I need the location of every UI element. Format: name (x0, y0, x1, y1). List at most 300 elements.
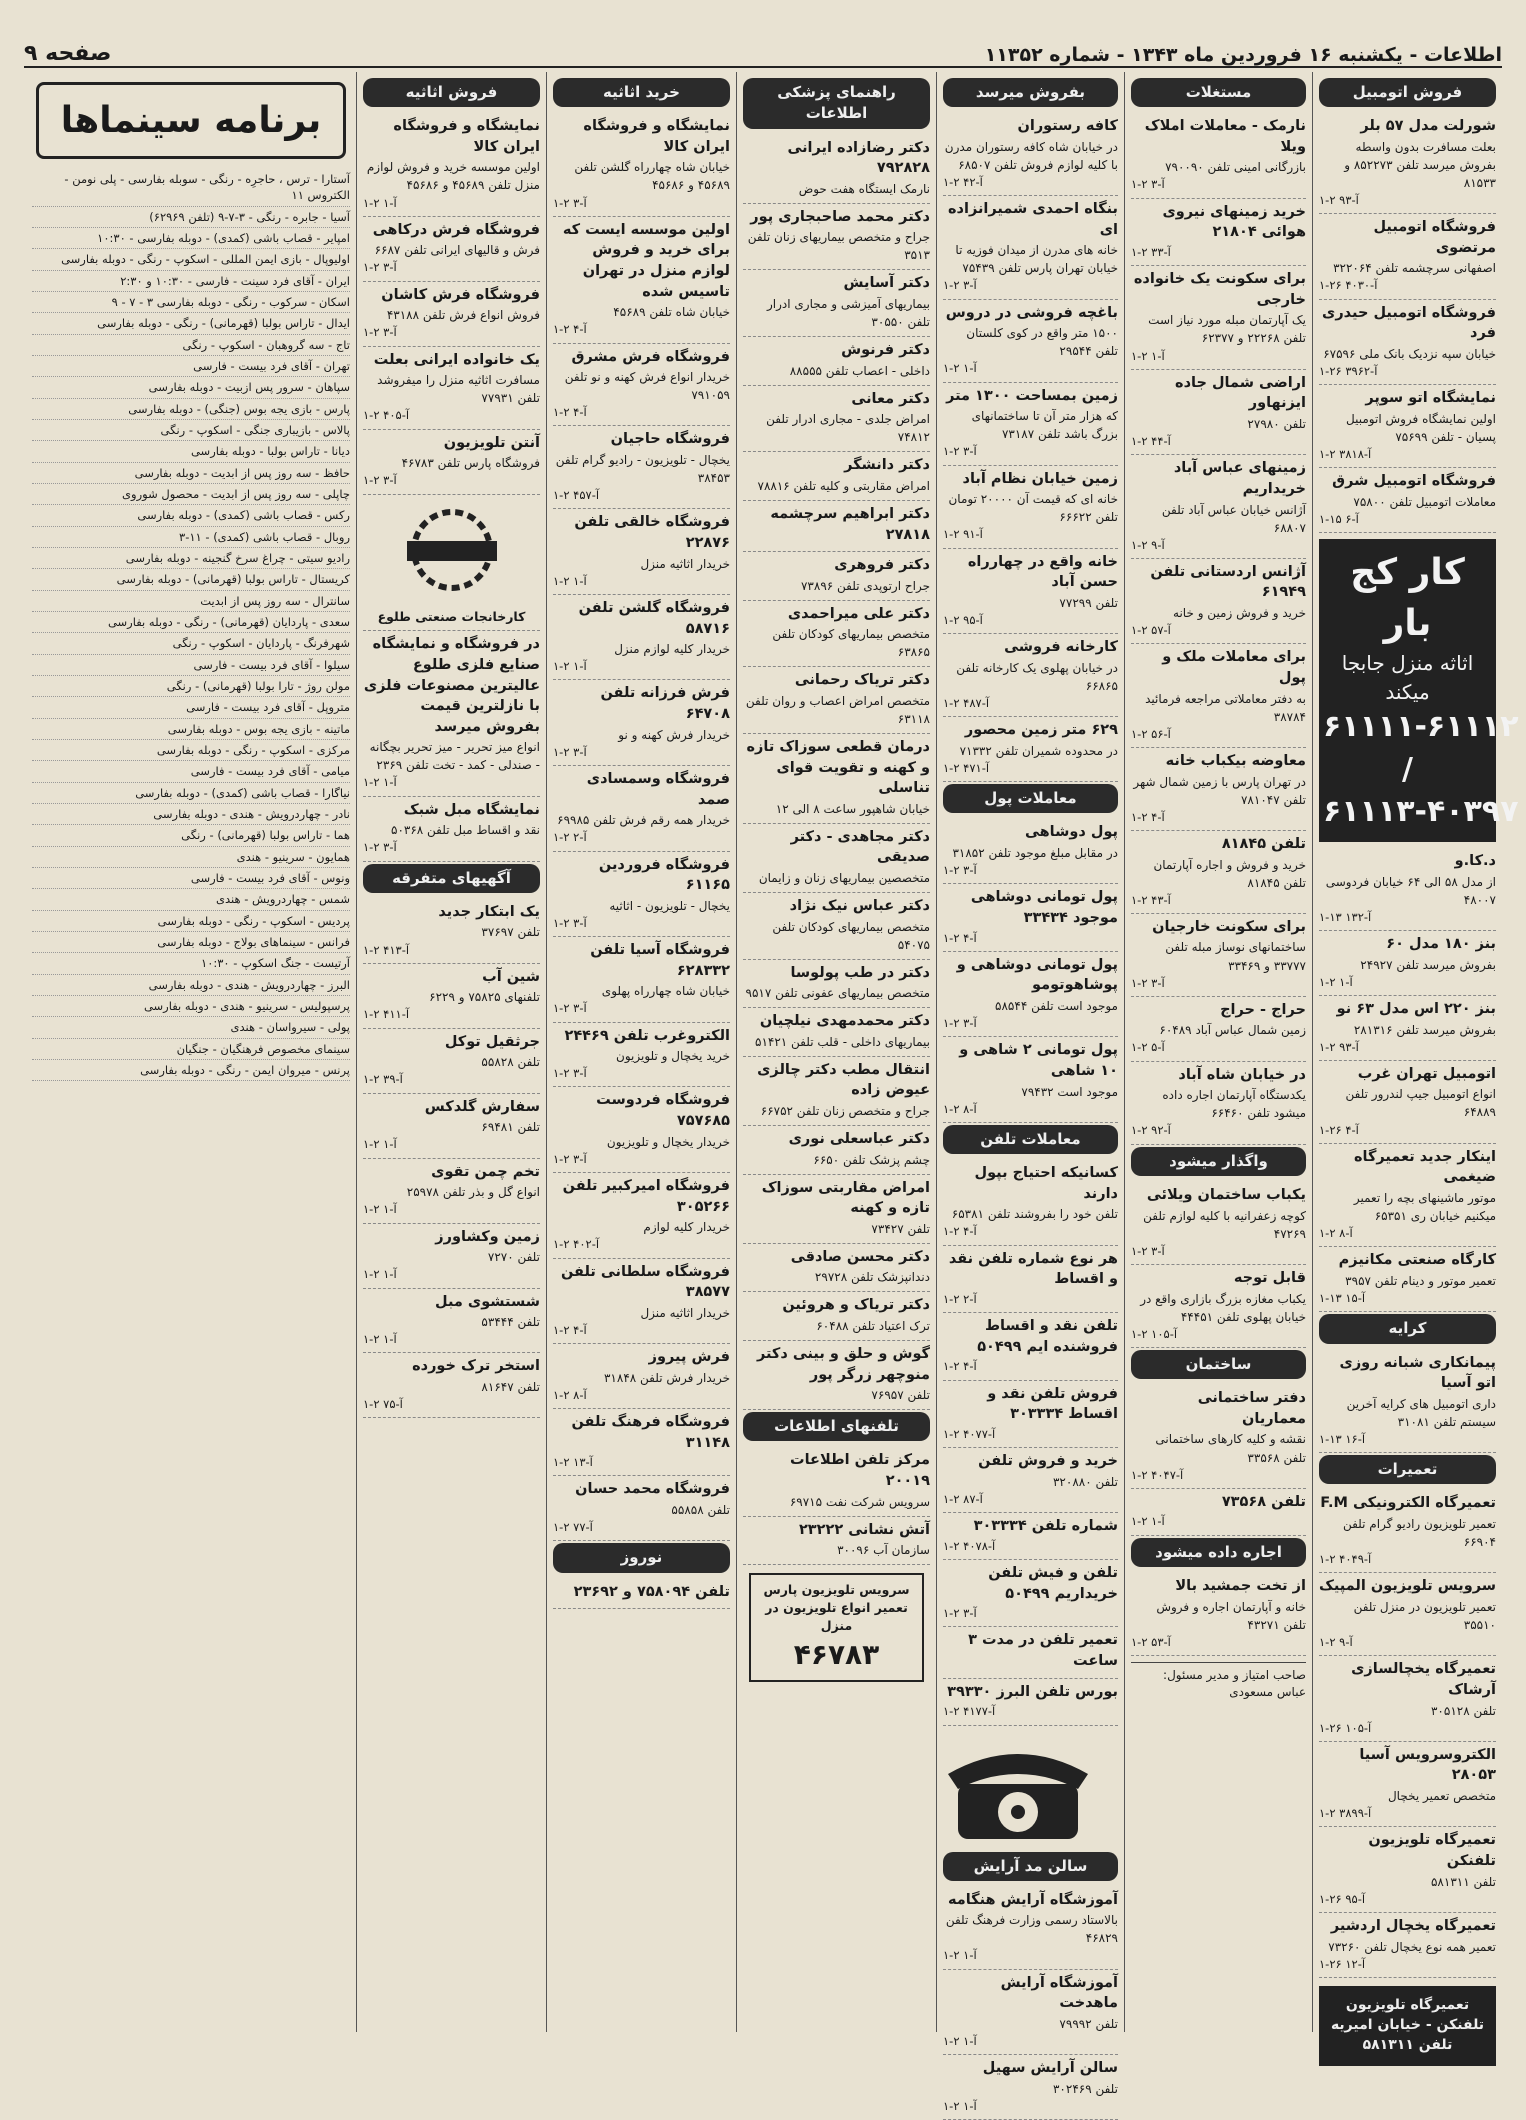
ad-title: الکتروغرب تلفن ۲۴۴۶۹ (564, 1027, 730, 1044)
cinema-listing: ایران - آقای فرد سینت - فارسی - ۱۰:۳۰ و ۲:۳۰ (32, 271, 350, 292)
ad-body: تلفن ۵۵۸۵۸ (671, 1503, 730, 1518)
ad-title: خانه واقع در چهارراه حسن آباد (967, 553, 1118, 591)
classified-ad (553, 766, 730, 852)
classified-ad (363, 964, 540, 1029)
ad-code: ۱-۲ آ-۴ (553, 1322, 587, 1337)
cinema-listing: فرانس - سینماهای بولاج - دوبله بفارسی (32, 932, 350, 953)
cinema-listing: پرنس - میروان ایمن - رنگی - دوبله بفارسی (32, 1060, 350, 1081)
ad-title: فروشگاه فرش مشرق (571, 348, 730, 365)
ad-title: فروشگاه فرش کاشان (381, 286, 540, 303)
ad-code: ۱-۲ آ-۳ (553, 915, 587, 930)
ad-code: ۱-۲ آ-۸ (943, 1101, 977, 1116)
pars-tv-title: سرویس تلویزیون پارس (763, 1582, 910, 1598)
cinema-listing: البرز - چهاردرویش - هندی - دوبله بفارسی (32, 975, 350, 996)
ad-title: فروش تلفن نقد و اقساط ۳۰۳۳۳۴ (987, 1385, 1118, 1423)
classified-ad (1319, 468, 1496, 533)
classified-ad (363, 347, 540, 430)
ad-title: مرکز تلفن اطلاعات ۲۰۰۱۹ (790, 1452, 930, 1490)
ad-body: خرید و فروش زمین و خانه (1173, 606, 1306, 621)
ad-title: سفارش گلدکس (424, 1098, 540, 1115)
classified-ad (1131, 455, 1306, 559)
ad-code: ۱-۲ آ-۳ (553, 1066, 587, 1081)
cinema-listing: مرکزی - اسکوپ - رنگی - دوبله بفارسی (32, 740, 350, 761)
section-header: راهنمای پزشکی اطلاعات (743, 78, 930, 129)
column-real-estate (1124, 72, 1312, 2032)
ad-code: ۱-۲۶ ۳۹۶۲-آ (1319, 364, 1378, 378)
ad-title: آژانس اردستانی تلفن ۶۱۹۴۹ (1150, 563, 1306, 601)
ad-title: نمایشگاه و فروشگاه ایران کالا (583, 118, 730, 155)
classified-ad (943, 1627, 1118, 1678)
ad-code: ۱-۲ آ-۳ (1131, 177, 1165, 192)
ad-code: ۱-۲ آ-۳ (553, 1151, 587, 1166)
ad-title: دکتر علی میراحمدی (787, 605, 930, 622)
classified-ad (1131, 1573, 1306, 1656)
ad-title: هر نوع شماره تلفن نقد و اقساط (948, 1250, 1118, 1288)
ad-title: کارخانه فروشی (1004, 639, 1118, 656)
ad-title: تلفن ۷۵۸۰۹۴ و ۲۳۶۹۲ (573, 1583, 730, 1600)
ad-code: ۱-۲ آ-۴ (943, 1224, 977, 1239)
classified-ad (943, 113, 1118, 196)
ad-title: فروشگاه اتومبیل حیدری فرد (1322, 304, 1496, 342)
ad-title: د.کا.و (1454, 853, 1496, 870)
issue-info: اطلاعات - یکشنبه ۱۶ فروردین ماه ۱۳۴۳ - شماره ۱۱۳۵۲ (984, 44, 1502, 66)
ad-body: داری اتومبیل های کرایه آخرین سیستم تلفن ۳۱۰۸۱ (1346, 1396, 1496, 1429)
ad-body: در محدوده شمیران تلفن ۷۱۳۳۲ (959, 743, 1118, 758)
ad-title: از تخت جمشید بالا (1175, 1578, 1306, 1595)
ad-body: تعمیر تلویزیون رادیو گرام تلفن ۶۶۹۰۴ (1342, 1517, 1496, 1550)
classified-ad (553, 1173, 730, 1259)
classified-ad (1131, 1265, 1306, 1348)
classified-ad (363, 1224, 540, 1289)
ad-title: دکتر دانشگر (844, 457, 930, 474)
ad-code: ۱-۲ آ-۸ (1319, 1226, 1353, 1241)
ad-body: تلفنهای ۷۵۸۲۵ و ۶۲۲۹ (429, 990, 540, 1005)
ad-body: خریدار فرش کهنه و نو (618, 727, 730, 742)
classified-ad (943, 952, 1118, 1038)
ad-title: فروشگاه محمد حسان (575, 1481, 730, 1498)
ad-body: تلفن ۲۷۹۸۰ (1247, 417, 1306, 431)
classified-ad (743, 270, 930, 337)
classified-ad (553, 1409, 730, 1476)
ad-code: ۱-۲ آ-۵ (1131, 1040, 1165, 1055)
ad-title: درمان قطعی سوزاک تازه و کهنه و تقویت قوای تناسلی (746, 738, 930, 797)
cinema-listing: آسیا - جابره - رنگی - ۳-۷-۹ (تلفن ۶۲۹۶۹) (32, 207, 350, 228)
ad-title: پول تومانی دوشاهی موجود ۳۳۴۳۴ (970, 889, 1118, 926)
ad-code: ۱-۲ آ-۳ (363, 840, 397, 855)
ad-body: سرویس شرکت نفت ۶۹۷۱۵ (789, 1494, 930, 1509)
ad-body: خریدار کلیه لوازم منزل (614, 642, 730, 657)
cinema-listing: پالاس - بازیباری جنگی - اسکوپ - رنگی (32, 420, 350, 441)
ad-code: ۱-۲ آ-۲ (943, 1291, 977, 1306)
ad-code: ۱-۲ آ-۴۸۷ (943, 695, 990, 710)
ad-title: ۶۲۹ متر زمین محصور (964, 722, 1118, 739)
classified-ad (553, 595, 730, 681)
classified-ad (553, 113, 730, 217)
ad-code: ۱-۲ آ-۴۴ (1131, 434, 1171, 449)
ad-body: فروش انواع فرش تلفن ۴۳۱۸۸ (386, 308, 540, 323)
section-header: معاملات پول (943, 784, 1118, 813)
classified-ad (943, 884, 1118, 951)
ad-title: یک ابتکار جدید (438, 903, 540, 920)
cinema-listing: اسکان - سرکوب - رنگی - دوبله بفارسی ۳ - ۷ - ۹ (32, 292, 350, 313)
ad-title: گوش و حلق و بینی دکتر منوچهر زرگر پور (756, 1345, 930, 1383)
classified-ad (943, 1560, 1118, 1627)
classified-ad (1319, 113, 1496, 214)
ad-body: نارمک ایستگاه هفت حوض (798, 181, 930, 196)
ad-code: ۱-۲ آ-۳ (943, 1606, 977, 1621)
ad-body: تلفن ۷۶۹۵۷ (871, 1388, 930, 1403)
ad-title: دکتر فرنوش (841, 342, 930, 359)
ad-code: ۱-۲ آ-۱ (363, 775, 397, 790)
ad-title: باغچه فروشی در دروس (945, 304, 1118, 321)
classified-ad (1131, 831, 1306, 914)
ad-title: انتقال مطب دکتر چالزی عیوض زاده (757, 1061, 930, 1099)
ad-code: ۱-۲ آ-۹۳ (1319, 1039, 1359, 1054)
pars-tv-ad (749, 1573, 924, 1682)
ad-title: دکتر محسن صادقی (790, 1248, 930, 1265)
ad-title: زمین بمساحت ۱۳۰۰ متر (946, 387, 1118, 404)
ad-body: خیابان سپه نزدیک بانک ملی ۶۷۵۹۶ (1323, 346, 1496, 361)
ad-body: خیابان شاهپور ساعت ۸ الی ۱۲ (775, 801, 930, 816)
classified-ad (553, 1476, 730, 1541)
telefunken-ad: تعمیرگاه تلویزیون تلفنکن - خیابان امیریه تلفن ۵۸۱۳۱۱ (1319, 1986, 1496, 2066)
ad-code: ۱-۲ آ-۳ (363, 325, 397, 340)
cinema-listing: سانترال - سه روز پس از ابدیت (32, 591, 350, 612)
ad-code: ۱-۲۶ آ-۴ (1319, 1122, 1359, 1137)
cinema-listing: سیلوا - آقای فرد بیست - فارسی (32, 655, 350, 676)
ad-code: ۱-۲ آ-۵۳ (1131, 1634, 1171, 1649)
ad-code: ۱-۲ آ-۳ (1131, 975, 1165, 990)
ad-code: ۱-۲ آ-۱ (553, 659, 587, 674)
classified-ad (1319, 1144, 1496, 1248)
classified-ad (743, 1447, 930, 1516)
ad-code: ۱-۲ آ-۸۷ (943, 1491, 983, 1506)
ad-title: الکتروسرویس آسیا ۲۸۰۵۳ (1359, 1746, 1496, 1784)
ad-body: خیابان شاه چهارراه پهلوی (601, 984, 730, 999)
ad-title: دکتر رضازاده ایرانی ۷۹۲۸۲۸ (787, 139, 930, 177)
ad-code: ۱-۲ آ-۱ (363, 1202, 397, 1217)
ad-body: موجود است تلفن ۵۸۵۴۴ (995, 999, 1118, 1014)
classified-ad (553, 1087, 730, 1173)
cinema-listing: همایون - سرینیو - هندی (32, 847, 350, 868)
ad-code: ۱-۲ آ-۴۰۵ (363, 408, 410, 423)
cinema-listing: پردیس - اسکوپ - رنگی - دوبله بفارسی (32, 911, 350, 932)
ad-title: شین آب (482, 968, 540, 985)
ad-body: خانه و آپارتمان اجاره و فروش تلفن ۴۳۲۷۱ (1156, 1599, 1306, 1632)
ad-title: امراض مقاربتی سوزاک تازه و کهنه (761, 1179, 930, 1217)
ad-code: ۱-۲ آ-۳۹ (363, 1072, 403, 1087)
classified-ad (1319, 1827, 1496, 1913)
ad-title: فروشگاه اتومبیل شرق (1332, 473, 1496, 490)
ad-code: ۱-۲ آ-۳ (363, 260, 397, 275)
ad-body: بالاستاد رسمی وزارت فرهنگ تلفن ۴۶۸۲۹ (945, 1913, 1118, 1946)
classified-ad (743, 1244, 930, 1293)
classified-ad (943, 819, 1118, 884)
classified-ad (1131, 370, 1306, 456)
cinema-listing: دیانا - تاراس بولبا - دوبله بفارسی (32, 441, 350, 462)
masthead (24, 32, 1502, 68)
ad-title: فروشگاه خالقی تلفن ۲۲۸۷۶ (574, 514, 730, 552)
ad-title: آنتن تلویزیون (443, 434, 540, 451)
classified-ad (743, 824, 930, 893)
ad-title: نمایشگاه مبل شبک (403, 801, 540, 818)
ad-code: ۱-۲ آ-۴ (943, 1359, 977, 1374)
classified-ad (943, 383, 1118, 466)
ad-body: فروشگاه پارس تلفن ۴۶۷۸۳ (401, 456, 540, 471)
ad-code: ۱-۲ آ-۳ (943, 278, 977, 293)
ad-title: حراج - حراج (1220, 1001, 1306, 1018)
ad-body: تلفن ۳۲۰۸۸۰ (1052, 1474, 1118, 1489)
section-header: تعمیرات (1319, 1455, 1496, 1484)
ad-title: جرثقیل توکل (444, 1033, 540, 1050)
ad-title: تعمیرگاه تلویزیون تلفنکن (1368, 1832, 1496, 1869)
classified-ad (553, 509, 730, 595)
ad-code: ۱-۲ آ-۴ (553, 322, 587, 337)
ad-body: متخصص بیماریهای کودکان تلفن ۵۴۰۷۵ (772, 919, 930, 952)
ad-title: آتش نشانی ۲۳۲۲۲ (798, 1521, 930, 1538)
classified-ad (743, 601, 930, 668)
classified-ad (943, 1970, 1118, 2056)
cinema-listing: تهران - آقای فرد بیست - فارسی (32, 356, 350, 377)
ad-body: تلفن ۳۰۵۱۲۸ (1430, 1703, 1496, 1718)
classified-ad (743, 1126, 930, 1175)
ad-title: خرید و فروش تلفن (978, 1453, 1118, 1470)
classified-ad (1319, 1490, 1496, 1573)
classified-ad (363, 1353, 540, 1418)
ad-title: سالن آرایش سهیل (982, 2060, 1118, 2077)
ad-body: خیابان شاه چهارراه گلشن تلفن ۴۵۶۸۹ و ۴۵۶۸۶ (574, 160, 730, 193)
classified-ad (743, 337, 930, 386)
ad-code: ۱-۲ آ-۴۰۲ (553, 1237, 600, 1252)
classified-ad (1319, 848, 1496, 931)
ad-code: ۱-۱۵ آ-۶ (1319, 511, 1359, 526)
classified-ad (1131, 1385, 1306, 1489)
ad-body: اولین نمایشگاه فروش اتومبیل پسیان - تلفن ۷۵۶۹۹ (1346, 411, 1496, 444)
ad-code: ۱-۲ آ-۱ (1319, 974, 1353, 989)
column-furniture-buy (546, 72, 736, 2032)
ad-title: اینکار جدید تعمیرگاه ضیغمی (1353, 1148, 1496, 1186)
ad-body: انواع گل و بذر تلفن ۲۵۹۷۸ (406, 1185, 540, 1200)
ad-title: زمین وکشاورز (435, 1228, 540, 1245)
ad-title: شماره تلفن ۳۰۳۳۳۴ (973, 1518, 1118, 1535)
ad-body: تلفن ۶۹۴۸۱ (481, 1120, 540, 1135)
ad-title: زمینهای عباس آباد خریداریم (1173, 460, 1306, 497)
ad-code: ۱-۲ آ-۹۲ (1131, 1123, 1171, 1138)
ad-code: ۱-۱۳ آ-۱۳۲ (1319, 909, 1372, 924)
ad-title: اتومبیل تهران غرب (1357, 1065, 1496, 1082)
ad-title: دکتر محمدمهدی نیلچیان (759, 1013, 930, 1030)
ad-body: موجود است ۷۹۴۳۲ (1021, 1084, 1118, 1099)
ad-code: ۱-۲ آ-۱ (363, 1137, 397, 1152)
ad-code: ۱-۲ آ-۸ (553, 1387, 587, 1402)
cinema-listing: مولن روژ - تارا بولبا (قهرمانی) - رنگی (32, 676, 350, 697)
ad-body: داخلی - اعصاب تلفن ۸۸۵۵۵ (789, 363, 930, 378)
ad-code: ۱-۲ آ-۱ (363, 195, 397, 210)
classified-ad (553, 1344, 730, 1409)
ad-body: اولین موسسه خرید و فروش لوازم منزل تلفن ۴۵۶۸۹ و ۴۵۶۸۶ (366, 160, 540, 193)
classified-ad (743, 960, 930, 1009)
classified-ad (363, 1159, 540, 1224)
ad-code: ۱-۲ آ-۹۵ (943, 612, 983, 627)
classified-ad (943, 1679, 1118, 1726)
cinema-listing: پارس - بازی یجه بوس (جنگی) - دوبله بفارسی (32, 399, 350, 420)
ad-body: یخچال - تلویزیون - رادیو گرام تلفن ۳۸۴۵۳ (555, 453, 730, 486)
ad-code: ۱-۲ آ-۵۶ (1131, 726, 1171, 741)
ad-title: دکتر تریاک و هروئین (782, 1297, 930, 1314)
cinema-title: برنامه سینماها (36, 82, 346, 159)
ad-title: دکتر آسایش (843, 275, 930, 292)
ad-title: خرید زمینهای نیروی هوائی ۲۱۸۰۴ (1162, 203, 1306, 241)
ad-body: خانه ای که قیمت آن ۲۰۰۰۰ تومان تلفن ۶۶۶۲۲ (948, 492, 1118, 525)
classified-ad (943, 634, 1118, 717)
ad-title: فروشگاه فرهنگ تلفن ۳۱۱۴۸ (571, 1413, 730, 1451)
ad-code: ۱-۲ آ-۱ (553, 573, 587, 588)
ad-body: تعمیر موتور و دینام تلفن ۳۹۵۷ (1345, 1273, 1496, 1288)
ad-body: دندانپزشک تلفن ۲۹۷۲۸ (814, 1270, 930, 1285)
ad-title: معاوضه بیکباب خانه (1165, 752, 1306, 769)
cinema-listing: رادیو سیتی - چراغ سرخ گنجینه - دوبله بفارسی (32, 548, 350, 569)
ad-body: خیابان شاه تلفن ۴۵۶۸۹ (613, 305, 730, 320)
ad-code: ۱-۲ آ-۹ (1319, 1635, 1353, 1650)
classified-ad (943, 1448, 1118, 1513)
ad-body: از مدل ۵۸ الی ۶۴ خیابان فردوسی ۴۸۰۰۷ (1325, 874, 1496, 907)
section-header: آگهیهای متفرقه (363, 864, 540, 893)
column-medical (736, 72, 936, 2032)
ad-body: تلفن ۸۱۶۴۷ (481, 1380, 540, 1395)
ad-title: تخم چمن تقوی (431, 1163, 540, 1180)
ad-code: ۱-۲ آ-۱ (1131, 1514, 1165, 1529)
classified-ad (1131, 1182, 1306, 1265)
ad-code: ۱-۲ آ-۳ (363, 473, 397, 488)
tolou-name: کارخانجات صنعتی طلوع (363, 605, 540, 632)
columns (24, 72, 1519, 2113)
classified-ad (363, 1289, 540, 1354)
ad-code: ۱-۲ آ-۳ (943, 863, 977, 878)
section-header: معاملات تلفن (943, 1125, 1118, 1154)
ad-body: در خیابان شاه کافه رستوران مدرن با کلیه لوازم فروش تلفن ۶۸۵۰۷ (944, 139, 1118, 172)
cinema-listing: سعدی - پاردایان (قهرمانی) - رنگی - دوبله بفارسی (32, 612, 350, 633)
ad-code: ۱-۲ آ-۴۰۴۷ (1131, 1467, 1184, 1482)
classified-ad (1319, 1247, 1496, 1312)
classified-ad (1319, 1061, 1496, 1144)
ad-title: نمایشگاه و فروشگاه ایران کالا (393, 118, 540, 155)
ad-title: تعمیرگاه یخچال اردشیر (1330, 1917, 1496, 1934)
ad-code: ۱-۲ آ-۳ (943, 1016, 977, 1031)
ad-body: خریدار همه رقم فرش تلفن ۶۹۹۸۵ (557, 813, 730, 828)
cinema-listing: ونوس - آقای فرد بیست - فارسی (32, 868, 350, 889)
classified-ad (553, 937, 730, 1023)
ad-code: ۱-۲ آ-۴۱۷۷ (943, 1704, 996, 1719)
ad-title: برای معاملات ملک و پول (1162, 649, 1306, 686)
classified-ad (1131, 199, 1306, 266)
classified-ad (1319, 1350, 1496, 1454)
ad-code: ۱-۲ آ-۳۸۱۸ (1319, 446, 1372, 461)
ad-body: بفروش میرسد تلفن ۲۸۱۳۱۶ (1353, 1022, 1496, 1037)
ad-title: دکتر عباسعلی نوری (788, 1130, 930, 1147)
ad-code: ۱-۲ آ-۳ (553, 1001, 587, 1016)
cinema-listing: متروپل - آقای فرد بیست - فارسی (32, 697, 350, 718)
ad-body: بیماریهای داخلی - قلب تلفن ۵۱۴۲۱ (755, 1034, 930, 1049)
ad-code: ۱-۲ آ-۹ (1131, 537, 1165, 552)
ad-code: ۱-۲ آ-۴۱۱ (363, 1007, 410, 1022)
ad-title: آموزشگاه آرایش هنگامه (947, 1891, 1118, 1908)
ad-body: متخصص تعمیر یخچال (1387, 1789, 1496, 1804)
ad-body: بفروش میرسد تلفن ۲۴۹۲۷ (1360, 957, 1496, 972)
ad-title: پیمانکاری شبانه روزی اتو آسیا (1339, 1354, 1496, 1392)
ad-body: در تهران پارس با زمین شمال شهر تلفن ۷۸۱۰۴۷ (1133, 774, 1306, 807)
classified-ad (743, 734, 930, 824)
section-header: بفروش میرسد (943, 78, 1118, 107)
ad-body: اصفهانی سرچشمه تلفن ۳۲۲۰۶۴ (1333, 261, 1496, 276)
column-car-sales (1312, 72, 1519, 2053)
ad-title: زمین خیابان نظام آباد (962, 470, 1118, 487)
ad-body: تعمیر همه نوع یخچال تلفن ۷۳۲۶۰ (1328, 1939, 1496, 1954)
ad-title: بنگاه احمدی شمیرانزاده ای (947, 201, 1118, 238)
classified-ad (1319, 1742, 1496, 1828)
ad-code: ۱-۲ آ-۴۳ (1131, 892, 1171, 907)
ad-code: ۱-۲ آ-۴۰۷۸ (943, 1538, 996, 1553)
ad-code: ۱-۲ آ-۱ (943, 361, 977, 376)
classified-ad (553, 1259, 730, 1345)
ad-title: بورس تلفن البرز ۳۹۳۳۰ (947, 1683, 1118, 1700)
ad-code: ۱-۲ آ-۱ (943, 2098, 977, 2113)
ad-title: قابل توجه (1233, 1270, 1306, 1287)
ad-title: برای سکونت یک خانواده خارجی (1133, 271, 1306, 308)
ad-code: ۱-۲ آ-۷۵ (363, 1397, 403, 1412)
classified-ad (1131, 113, 1306, 199)
ad-body: خرید و فروش و اجاره آپارتمان تلفن ۸۱۸۴۵ (1153, 857, 1306, 890)
ad-title: نمایشگاه اتو سوپر (1365, 390, 1496, 407)
classified-ad (1131, 644, 1306, 748)
ad-body: ۱۵۰۰ متر واقع در کوی کلستان تلفن ۲۹۵۴۴ (966, 326, 1118, 359)
ad-body: خرید یخچال و تلویزیون (616, 1049, 730, 1064)
ad-title: فرش فرزانه تلفن ۶۴۷۰۸ (600, 685, 730, 723)
column-furniture-sell (356, 72, 546, 2032)
ad-body: ترک اعتیاد تلفن ۶۰۴۸۸ (816, 1318, 930, 1333)
ad-body: زمین شمال عباس آباد ۶۰۴۸۹ (1159, 1023, 1306, 1038)
classified-ad (553, 344, 730, 427)
classified-ad (363, 1029, 540, 1094)
kajbar-phones: ۶۱۱۱۱-۶۱۱۱۲ / ۶۱۱۱۳-۴۰۳۹۷ (1323, 709, 1519, 830)
classified-ad (553, 217, 730, 344)
classified-ad (1319, 931, 1496, 996)
classified-ad (943, 2055, 1118, 2120)
ad-body: که هزار متر آن تا ساختمانهای بزرگ باشد تلفن ۷۳۱۸۷ (971, 409, 1118, 442)
ad-title: فروشگاه سلطانی تلفن ۳۸۵۷۷ (560, 1263, 730, 1301)
ad-body: متخصص امراض اعصاب و روان تلفن ۶۳۱۱۸ (745, 693, 930, 726)
classified-ad (943, 549, 1118, 635)
ad-body: به دفتر معاملاتی مراجعه فرمائید ۳۸۷۸۴ (1145, 691, 1306, 724)
ad-title: فرش پیروز (648, 1349, 730, 1366)
ad-body: جراح ارتوپدی تلفن ۷۳۸۹۶ (800, 578, 930, 593)
ad-body: تلفن ۷۳۴۲۷ (871, 1221, 930, 1236)
publisher-footer: صاحب امتیاز و مدیر مسئول: عباس مسعودی (1131, 1662, 1306, 1701)
cinema-listing: سینمای مخصوص فرهنگیان - جنگیان (32, 1039, 350, 1060)
ad-body: امراض مقاربتی و کلیه تلفن ۷۸۸۱۶ (757, 478, 930, 493)
section-header: تلفنهای اطلاعات (743, 1412, 930, 1441)
ad-code: ۱-۲ آ-۱ (1131, 348, 1165, 363)
ad-code: ۱-۲ آ-۴۲ (943, 174, 983, 189)
ad-code: ۱-۲ آ-۱ (363, 1267, 397, 1282)
ad-body: تلفن خود را بفروشند تلفن ۶۵۳۸۱ (951, 1207, 1118, 1222)
ad-title: فروشگاه حاجیان (610, 431, 730, 448)
classified-ad (1319, 214, 1496, 300)
classified-ad (743, 1341, 930, 1410)
classified-ad (743, 667, 930, 734)
classified-ad (1131, 1062, 1306, 1145)
ad-body: انواع اتومبیل جیپ لندرور تلفن ۶۴۸۸۹ (1345, 1087, 1496, 1120)
classified-ad (943, 466, 1118, 549)
